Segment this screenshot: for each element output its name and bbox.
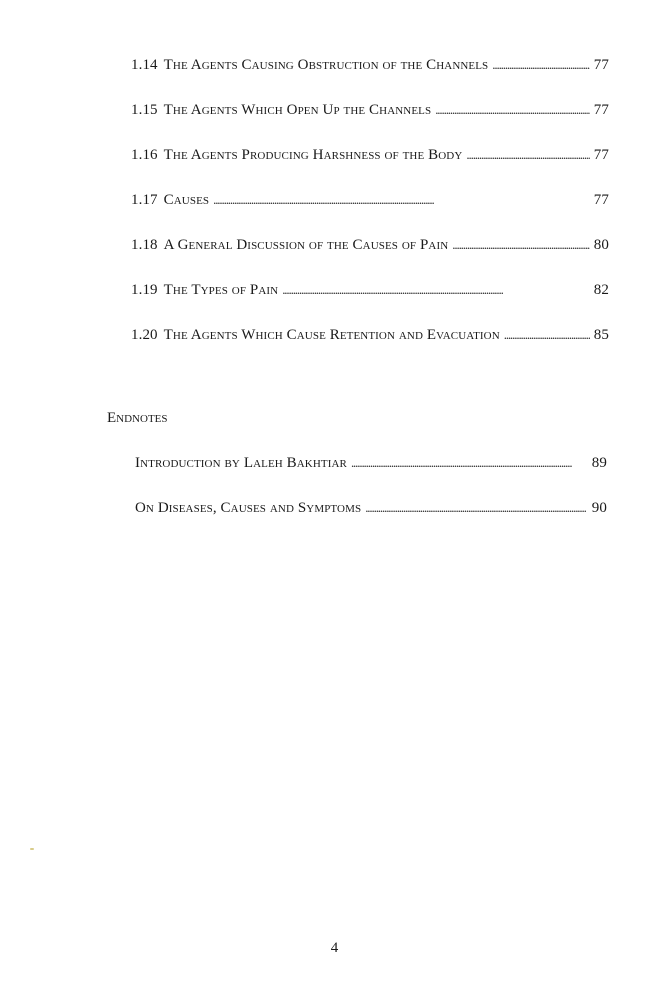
dot-leader xyxy=(351,455,588,472)
toc-entry-page: 85 xyxy=(593,327,609,343)
toc-entry-number: 1.17 xyxy=(131,192,158,208)
endnote-entry-diseases xyxy=(135,500,607,545)
toc-entry-1-14 xyxy=(131,57,609,102)
dot-leader xyxy=(435,102,590,119)
toc-entry-title: The Agents Producing Harshness of the Body xyxy=(163,147,463,163)
dot-leader xyxy=(282,282,590,299)
dot-leader xyxy=(466,147,589,164)
toc-entry-title: The Types of Pain xyxy=(163,282,279,298)
toc-entry-number: 1.14 xyxy=(131,57,158,73)
toc-entry-number: 1.18 xyxy=(131,237,158,253)
toc-entry-number: 1.15 xyxy=(131,102,158,118)
toc-entry-number: 1.20 xyxy=(131,327,158,343)
toc-entry-title: A General Discussion of the Causes of Pain xyxy=(163,237,449,253)
toc-entry-page: 77 xyxy=(593,102,609,118)
endnote-entry-title: On Diseases, Causes and Symptoms xyxy=(135,500,362,516)
toc-entry-title: The Agents Which Open Up the Channels xyxy=(163,102,432,118)
toc-entry-1-17 xyxy=(131,192,609,237)
toc-entry-1-16 xyxy=(131,147,609,192)
dot-leader xyxy=(492,57,590,74)
toc-entry-1-15 xyxy=(131,102,609,147)
toc-entry-1-20 xyxy=(131,327,609,372)
toc-entry-1-18 xyxy=(131,237,609,282)
dot-leader xyxy=(213,192,590,209)
dot-leader xyxy=(365,500,588,517)
toc-entry-page: 77 xyxy=(593,147,609,163)
toc-entry-number: 1.16 xyxy=(131,147,158,163)
dot-leader xyxy=(452,237,590,254)
toc-entry-title: The Agents Causing Obstruction of the Channels xyxy=(163,57,489,73)
toc-entry-title: The Agents Which Cause Retention and Evacuation xyxy=(163,327,500,343)
endnotes-heading: Endnotes xyxy=(107,410,168,426)
dot-leader xyxy=(504,327,590,344)
toc-entry-page: 77 xyxy=(593,57,609,73)
table-of-contents xyxy=(131,57,609,372)
toc-entry-page: 82 xyxy=(593,282,609,298)
endnote-entry-page: 89 xyxy=(591,455,607,471)
toc-entry-page: 80 xyxy=(593,237,609,253)
toc-entry-title: Causes xyxy=(163,192,210,208)
endnotes-list xyxy=(135,455,607,545)
toc-entry-page: 77 xyxy=(593,192,609,208)
toc-entry-number: 1.19 xyxy=(131,282,158,298)
endnote-entry-title: Introduction by Laleh Bakhtiar xyxy=(135,455,347,471)
endnote-entry-page: 90 xyxy=(591,500,607,516)
toc-entry-1-19 xyxy=(131,282,609,327)
paper-speck xyxy=(30,848,34,850)
page-number: 4 xyxy=(330,940,339,956)
endnote-entry-introduction xyxy=(135,455,607,500)
